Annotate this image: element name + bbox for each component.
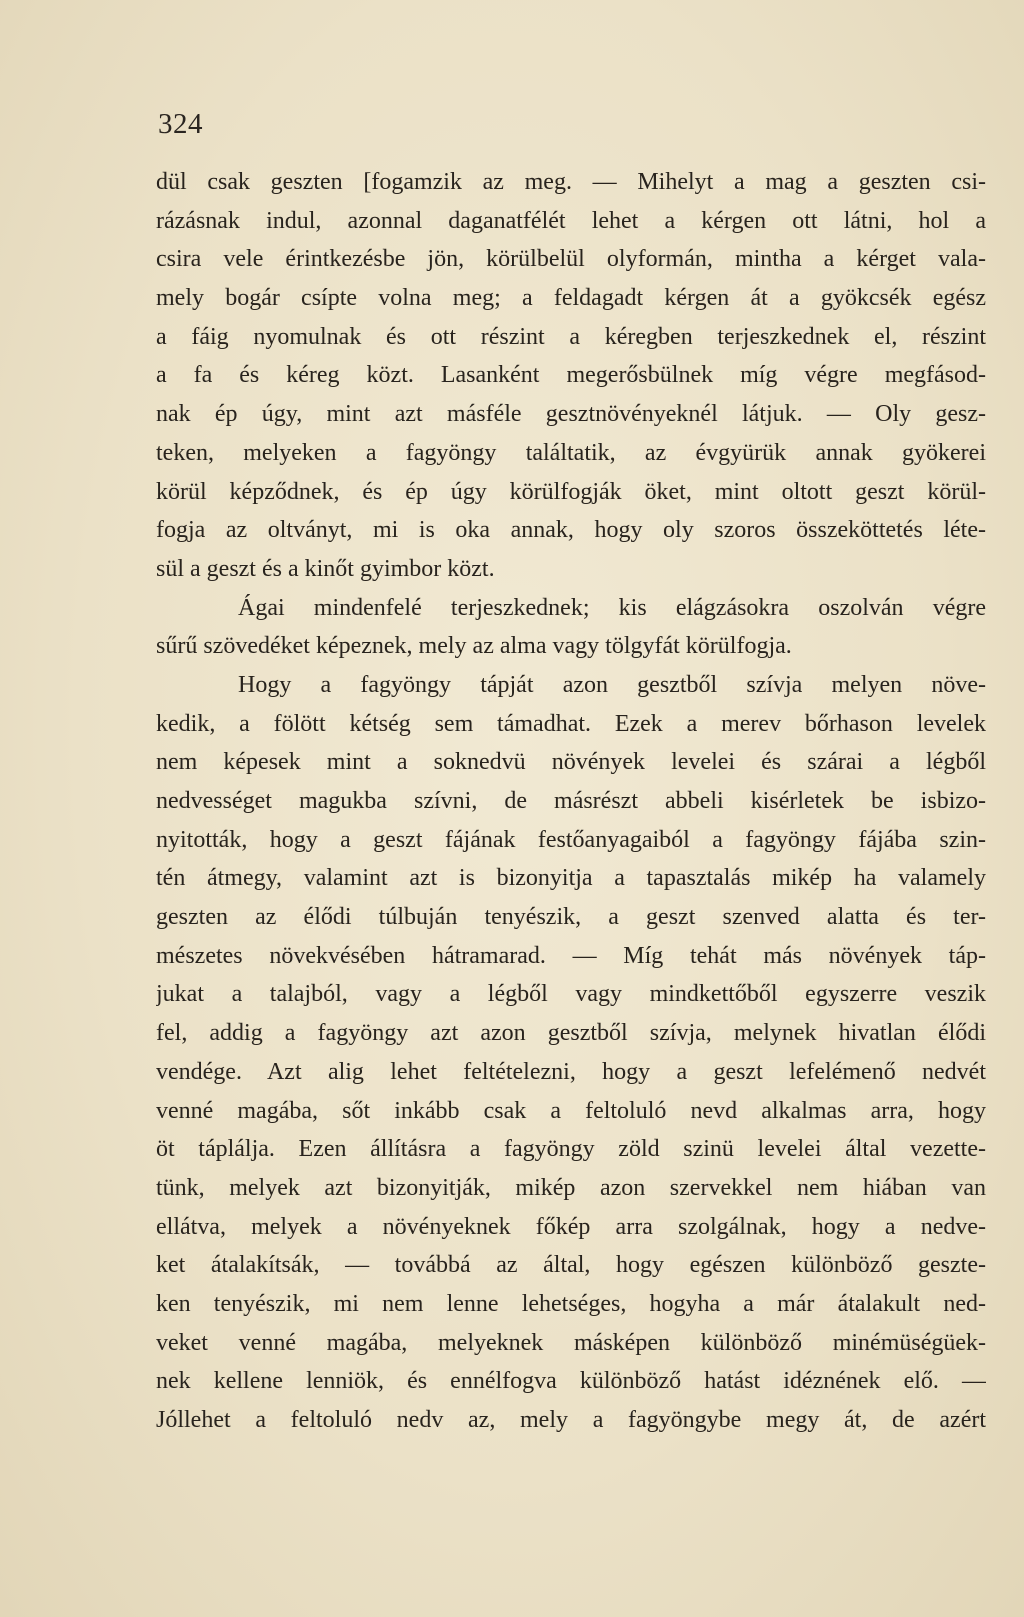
text-line: ket átalakítsák, — továbbá az által, hogy egészen különböző geszte- xyxy=(156,1252,986,1279)
text-line: csira vele érintkezésbe jön, körülbelül olyformán, mintha a kérget vala- xyxy=(156,246,986,273)
text-line: kedik, a fölött kétség sem támadhat. Ezek a merev bőrhason levelek xyxy=(156,710,986,737)
text-line: jukat a talajból, vagy a légből vagy mindkettőből egyszerre veszik xyxy=(156,981,986,1008)
text-line: vendége. Azt alig lehet feltételezni, hogy a geszt lefelémenő nedvét xyxy=(156,1058,986,1085)
text-line: tünk, melyek azt bizonyitják, mikép azon szervekkel nem hiában van xyxy=(156,1174,986,1201)
text-line: a fa és kéreg közt. Lasanként megerősbülnek míg végre megfásod- xyxy=(156,362,986,389)
text-line: sűrű szövedéket képeznek, mely az alma vagy tölgyfát körülfogja. xyxy=(156,633,792,660)
body-text xyxy=(156,163,986,1440)
text-line: öt táplálja. Ezen állításra a fagyöngy zöld szinü levelei által vezette- xyxy=(156,1136,986,1163)
text-line: dül csak geszten [fogamzik az meg. — Mihelyt a mag a geszten csi- xyxy=(156,169,986,195)
page-number: 324 xyxy=(158,108,203,140)
text-line: nyitották, hogy a geszt fájának festőanyagaiból a fagyöngy fájába szin- xyxy=(156,826,986,853)
text-line: ken tenyészik, mi nem lenne lehetséges, hogyha a már átalakult ned- xyxy=(156,1290,986,1317)
text-line: Hogy a fagyöngy tápját azon gesztből szívja melyen növe- xyxy=(238,671,986,698)
text-line: teken, melyeken a fagyöngy találtatik, az évgyürük annak gyökerei xyxy=(156,439,986,466)
text-line: Jóllehet a feltoluló nedv az, mely a fagyöngybe megy át, de azért xyxy=(156,1407,986,1433)
text-line: fel, addig a fagyöngy azt azon gesztből szívja, melynek hivatlan élődi xyxy=(156,1020,986,1047)
text-line: rázásnak indul, azonnal daganatfélét lehet a kérgen ott látni, hol a xyxy=(156,207,986,234)
text-line: mészetes növekvésében hátramarad. — Míg tehát más növények táp- xyxy=(156,942,986,969)
text-line: a fáig nyomulnak és ott részint a kéregben terjeszkednek el, részint xyxy=(156,323,986,350)
text-line: Ágai mindenfelé terjeszkednek; kis elágzásokra oszolván végre xyxy=(238,594,986,621)
text-line: venné magába, sőt inkább csak a feltoluló nevd alkalmas arra, hogy xyxy=(156,1097,986,1124)
text-line: geszten az élődi túlbuján tenyészik, a geszt szenved alatta és ter- xyxy=(156,904,986,931)
text-line: nem képesek mint a soknedvü növények levelei és szárai a légből xyxy=(156,749,986,776)
text-line: nak ép úgy, mint azt másféle gesztnövényeknél látjuk. — Oly gesz- xyxy=(156,401,986,428)
text-line: ellátva, melyek a növényeknek főkép arra szolgálnak, hogy a nedve- xyxy=(156,1213,986,1240)
text-line: tén átmegy, valamint azt is bizonyitja a tapasztalás mikép ha valamely xyxy=(156,865,986,892)
text-line: körül képződnek, és ép úgy körülfogják öket, mint oltott geszt körül- xyxy=(156,478,986,505)
text-line: nedvességet magukba szívni, de másrészt abbeli kisérletek be isbizo- xyxy=(156,788,986,814)
text-line: veket venné magába, melyeknek másképen különböző minémüségüek- xyxy=(156,1329,986,1356)
text-line: mely bogár csípte volna meg; a feldagadt kérgen át a gyökcsék egész xyxy=(156,285,986,312)
text-line: fogja az oltványt, mi is oka annak, hogy oly szoros összeköttetés léte- xyxy=(156,517,986,544)
text-line: nek kellene lenniök, és ennélfogva különböző hatást idéznének elő. — xyxy=(156,1368,986,1395)
text-line: sül a geszt és a kinőt gyimbor közt. xyxy=(156,555,495,582)
